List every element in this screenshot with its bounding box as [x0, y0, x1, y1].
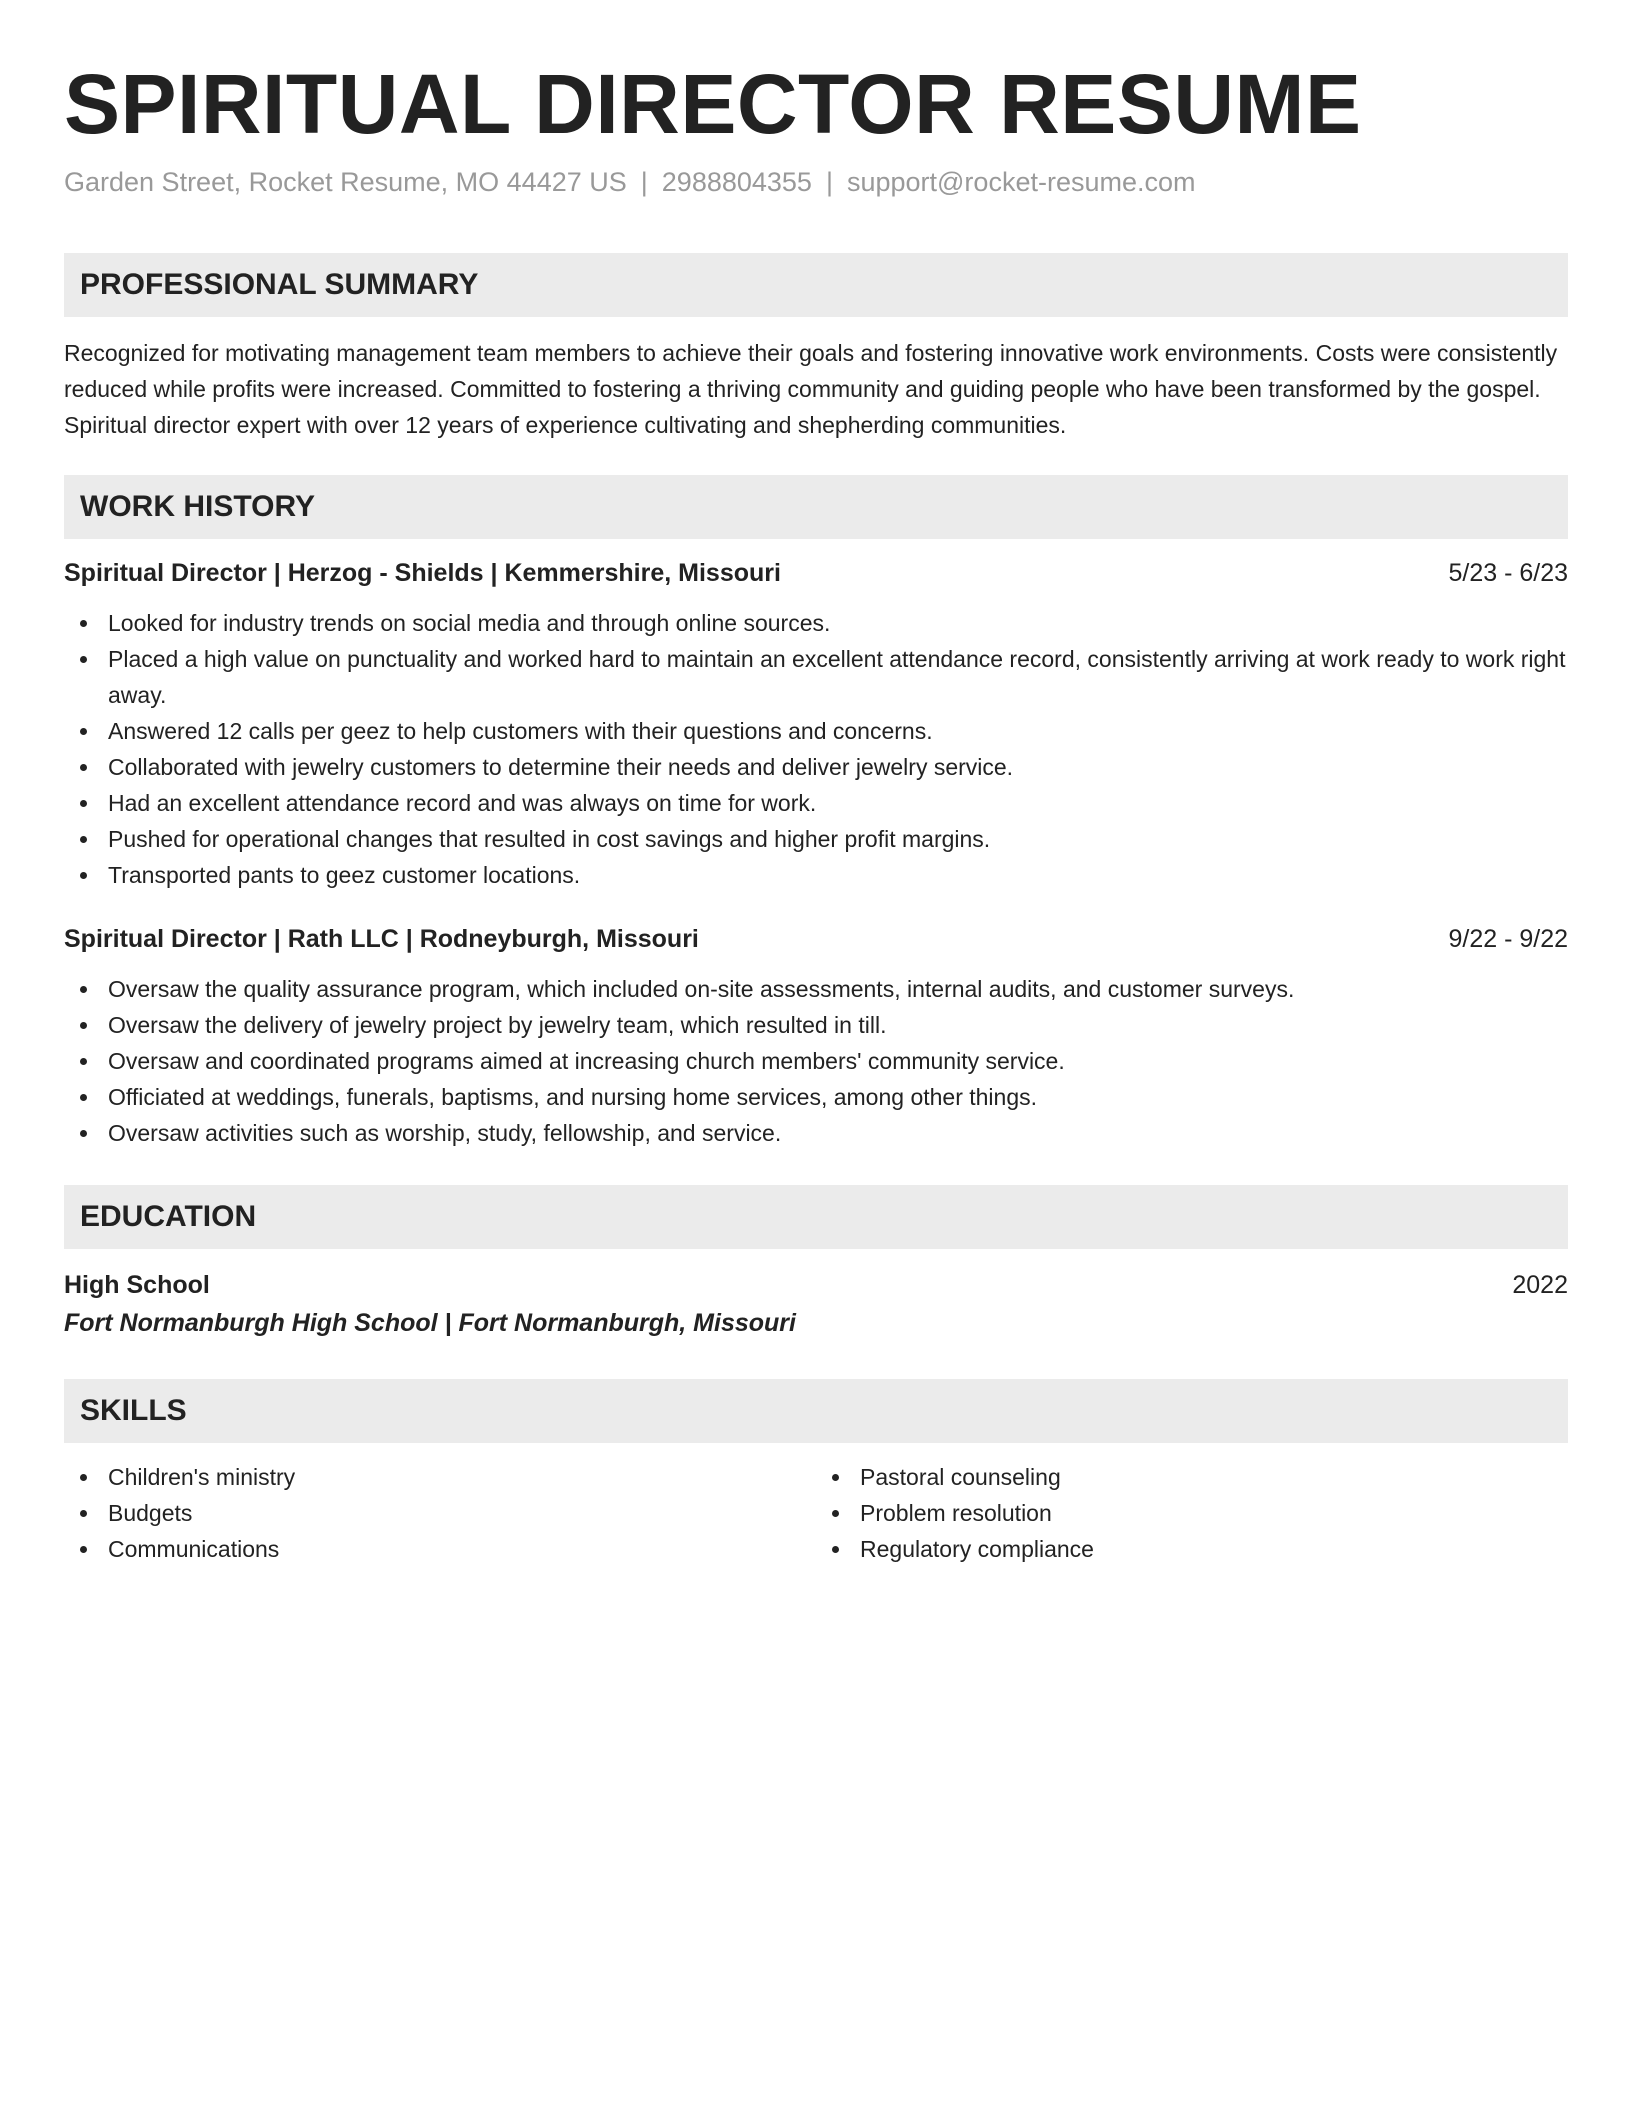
- skills-list: [64, 1459, 816, 1567]
- job-title: Spiritual Director | Rath LLC | Rodneyburgh, Missouri: [64, 925, 699, 953]
- summary-paragraph: Recognized for motivating management team members to achieve their goals and fostering innovative work environments. Costs were consistently reduced while profits were increased. Committed to fostering a thriving community and guiding people who have been transformed by the gospel. Spiritual director expert with over 12 years of experience cultivating and shepherding communities.: [64, 340, 1558, 438]
- job-bullet: Placed a high value on punctuality and worked hard to maintain an excellent attendance record, consistently arriving at work ready to work right away.: [64, 641, 1568, 713]
- education-header: [64, 1267, 1568, 1303]
- education-degree: High School: [64, 1271, 210, 1299]
- job-entry: [64, 921, 1568, 1151]
- skills-column-right: [816, 1459, 1568, 1567]
- section-header-work-history: WORK HISTORY: [64, 475, 1568, 539]
- section-header-skills: SKILLS: [64, 1379, 1568, 1443]
- job-entry: [64, 555, 1568, 893]
- job-bullets: [64, 605, 1568, 893]
- job-bullet: Oversaw activities such as worship, study, fellowship, and service.: [64, 1115, 1568, 1151]
- job-bullet: Collaborated with jewelry customers to determine their needs and deliver jewelry service.: [64, 749, 1568, 785]
- contact-address: Garden Street, Rocket Resume, MO 44427 US: [64, 167, 627, 197]
- job-header: [64, 555, 1568, 591]
- job-dates: 5/23 - 6/23: [1448, 559, 1568, 587]
- skill-item: Budgets: [64, 1495, 816, 1531]
- job-bullet: Oversaw and coordinated programs aimed at increasing church members' community service.: [64, 1043, 1568, 1079]
- skills-columns: [64, 1459, 1568, 1567]
- skill-item: Communications: [64, 1531, 816, 1567]
- job-title: Spiritual Director | Herzog - Shields | Kemmershire, Missouri: [64, 559, 781, 587]
- skills-list: [816, 1459, 1568, 1567]
- job-bullet: Transported pants to geez customer locations.: [64, 857, 1568, 893]
- resume-title: SPIRITUAL DIRECTOR RESUME: [64, 57, 1362, 151]
- section-header-summary: PROFESSIONAL SUMMARY: [64, 253, 1568, 317]
- skill-item: Children's ministry: [64, 1459, 816, 1495]
- contact-separator: |: [640, 167, 648, 197]
- skills-column-left: [64, 1459, 816, 1567]
- skill-item: Pastoral counseling: [816, 1459, 1568, 1495]
- job-dates: 9/22 - 9/22: [1448, 925, 1568, 953]
- contact-email: support@rocket-resume.com: [846, 167, 1196, 197]
- job-bullet: Had an excellent attendance record and was always on time for work.: [64, 785, 1568, 821]
- skill-item: Problem resolution: [816, 1495, 1568, 1531]
- job-bullet: Officiated at weddings, funerals, baptisms, and nursing home services, among other things.: [64, 1079, 1568, 1115]
- education-year: 2022: [1512, 1271, 1568, 1299]
- education-school: Fort Normanburgh High School | Fort Normanburgh, Missouri: [64, 1309, 796, 1337]
- contact-line: [64, 162, 1568, 202]
- job-bullet: Oversaw the delivery of jewelry project by jewelry team, which resulted in till.: [64, 1007, 1568, 1043]
- contact-separator: |: [825, 167, 833, 197]
- job-bullets: [64, 971, 1568, 1151]
- contact-phone: 2988804355: [661, 167, 812, 197]
- job-bullet: Answered 12 calls per geez to help customers with their questions and concerns.: [64, 713, 1568, 749]
- job-bullet: Pushed for operational changes that resulted in cost savings and higher profit margins.: [64, 821, 1568, 857]
- section-header-education: EDUCATION: [64, 1185, 1568, 1249]
- job-header: [64, 921, 1568, 957]
- skill-item: Regulatory compliance: [816, 1531, 1568, 1567]
- job-bullet: Oversaw the quality assurance program, which included on-site assessments, internal audits, and customer surveys.: [64, 971, 1568, 1007]
- job-bullet: Looked for industry trends on social media and through online sources.: [64, 605, 1568, 641]
